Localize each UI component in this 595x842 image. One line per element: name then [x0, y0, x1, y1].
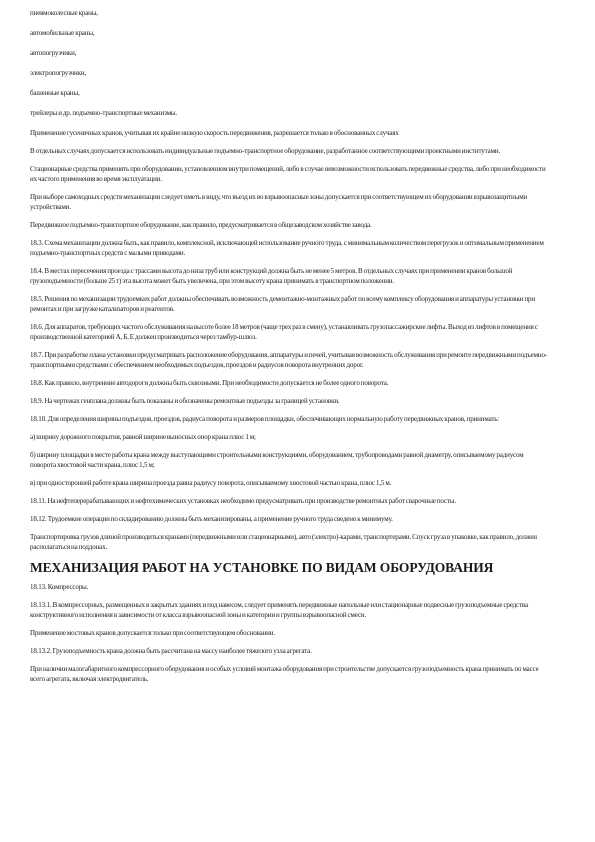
paragraph: Применение гусеничных кранов, учитывая их крайне низкую скорость передвижения, разрешается только в обоснованных случаях [30, 129, 399, 137]
paragraph: 18.5. Решения по механизации трудоемких работ должны обеспечивать возможность демонтажно-монтажных работ по всему комплексу оборудования и аппаратуры установки при ремонтах и при загрузке катализаторов и реагентов. [30, 295, 535, 313]
body-section-2 [30, 582, 547, 684]
paragraph: 18.13.1. В компрессорных, размещенных в закрытых зданиях и под навесом, следует применять передвижные напольные или стационарные подвесные грузоподъемные средства конструктивного исполнения в зависимости от класса взрывоопасной зоны и категории и группы взрывоопасной смеси. [30, 601, 528, 619]
paragraph: 18.3. Схема механизации должна быть, как правило, комплексной, исключающей использование ручного труда, с минимальным количеством перегрузок и оптимальным применением подъемно-транспортных средств с малыми приводами. [30, 239, 544, 257]
section-heading: МЕХАНИЗАЦИЯ РАБОТ НА УСТАНОВКЕ ПО ВИДАМ ОБОРУДОВАНИЯ [30, 560, 494, 575]
paragraph: При выборе самоходных средств механизации следует иметь в виду, что въезд их во взрывоопасные зоны допускается при соответствующем их оборудовании взрывозащитными устройствами. [30, 193, 528, 211]
list-item: автопогрузчики, [30, 49, 77, 57]
body-section-1 [30, 128, 547, 552]
paragraph: Транспортировка грузов длиной производиться кранами (передвижными или стационарными), авто (электро)-карами, транспортерами. Спуск груза в упаковке, как правило, должен располагаться на поддонах. [30, 533, 537, 551]
paragraph: б) ширину площадки в месте работы крана между выступающими строительными конструкциями, оборудованием, трубопроводами равной диаметру, описываемому радиусом поворота хвостовой части крана, плюс 1,5 м; [30, 451, 524, 469]
paragraph: 18.13.2. Грузоподъемность крана должна быть рассчитана на массу наиболее тяжелого узла агрегата. [30, 647, 312, 655]
equipment-list [30, 8, 547, 118]
paragraph: 18.9. На чертежах генплана должны быть показаны и обозначены ремонтные подъезды за границей установки. [30, 397, 340, 405]
paragraph: При наличии малогабаритного компрессорного оборудования и особых условий монтажа оборудования при строительстве допускается грузоподъемность крана принимать по массе всего агрегата, включая электродвигатель. [30, 665, 539, 683]
list-item: пневмоколесные краны, [30, 9, 98, 17]
paragraph: 18.7. При разработке плана установки предусматривать расположение оборудования, аппаратуры и печей, учитывая возможность обслуживания при ремонте передвижными подъемно-транспортными средствами с обеспечением необходимых подъездов, проездов и радиусов поворота внутренних дорог. [30, 351, 548, 369]
paragraph: 18.10. Для определения ширины подъездов, проездов, радиуса поворота и размеров площадки, обеспечивающих нормальную работу передвижных кранов, принимать: [30, 415, 500, 423]
paragraph: Передвижное подъемно-транспортное оборудование, как правило, предусматривается в общезаводском хозяйстве завода. [30, 221, 372, 229]
paragraph: Применение мостовых кранов допускается только при соответствующем обосновании. [30, 629, 275, 637]
paragraph: В отдельных случаях допускается использовать индивидуальные подъемно-транспортное оборудование, разработанное соответствующими проектными институтами. [30, 147, 501, 155]
list-item: башенные краны, [30, 89, 80, 97]
paragraph: в) при односторонней работе крана ширина проезда равна радиусу поворота, описываемому хвостовой частью крана, плюс 1,5 м. [30, 479, 392, 487]
paragraph: 18.13. Компрессоры. [30, 583, 89, 591]
list-item: автомобильные краны, [30, 29, 95, 37]
list-item: трейлеры и др. подъемно-транспортные механизмы. [30, 109, 178, 117]
paragraph: 18.12. Трудоемкие операции по складированию должны быть механизированы, а применение ручного труда сведено к минимуму. [30, 515, 393, 523]
paragraph: 18.8. Как правило, внутренние автодороги должны быть сквозными. При необходимости допускается не более одного поворота. [30, 379, 389, 387]
paragraph: а) ширину дорожного покрытия, равной ширине выносных опор крана плюс 1 м; [30, 433, 256, 441]
paragraph: Стационарные средства применять при оборудовании, установленном внутри помещений, либо в случае невозможности использовать передвижные средства, либо при необходимости их частого применения во время эксплуатации. [30, 165, 546, 183]
list-item: электропогрузчики, [30, 69, 87, 77]
paragraph: 18.6. Для аппаратов, требующих частого обслуживания на высоте более 18 метров (чаще трех раз в смену), устанавливать грузопассажирские лифты. Выход из лифтов в помещения с производственной категорией А, Б, Е должен производиться через тамбур-шлюз. [30, 323, 538, 341]
paragraph: 18.11. На нефтеперерабатывающих и нефтехимических установках необходимо предусматривать при производстве ремонтных работ сварочные посты. [30, 497, 456, 505]
paragraph: 18.4. В местах пересечения проезда с трассами высота до низа труб или конструкций должна быть не менее 5 метров. В отдельных случаях при применении кранов большой грузоподъемности (больше 25 т) эта высота может быть увеличена, при этом высоту крана принимать в транспортном положении. [30, 267, 513, 285]
